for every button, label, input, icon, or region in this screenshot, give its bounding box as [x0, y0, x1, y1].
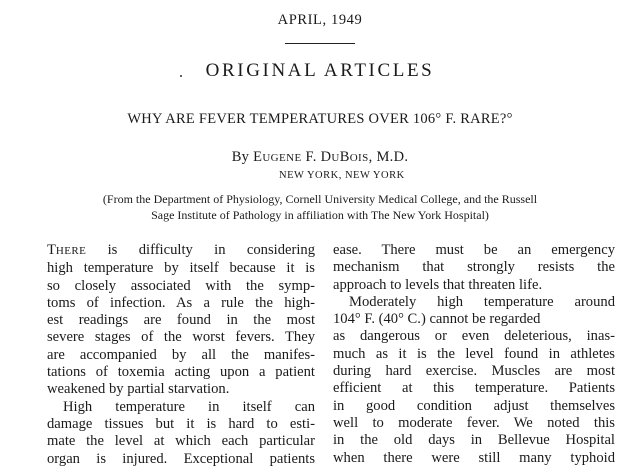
affiliation-line-2: Sage Institute of Pathology in affiliation with The New York Hospital) [151, 207, 489, 222]
author-first-rest: UGENE [262, 152, 302, 164]
body-line: efficient at this temperature. Patients [333, 380, 615, 397]
author-last-part: U [331, 152, 340, 164]
dropcap-smallcaps: HERE [55, 245, 87, 257]
body-line: severe stages of the worst fevers. They [47, 329, 315, 346]
body-line [47, 242, 315, 260]
author-middle: F. [301, 149, 321, 165]
body-line: tations of toxemia acting upon a patient [47, 364, 315, 381]
dropcap-letter: T [47, 242, 56, 258]
body-line: mate the level at which each particular [47, 433, 315, 450]
body-line: well to moderate fever. We noted this [333, 414, 615, 431]
body-line: weakened by partial starvation. [47, 381, 230, 398]
issue-date: APRIL, 1949 [277, 12, 363, 28]
article-title: WHY ARE FEVER TEMPERATURES OVER 106° F. RARE?° [127, 111, 513, 127]
author-degree: , M.D. [368, 149, 409, 165]
affiliation-line-1: (From the Department of Physiology, Cornell University Medical College, and the Russell [102, 192, 538, 206]
body-line: organ is injured. Exceptional patients [47, 450, 315, 467]
body-line: as dangerous or even deleterious, inas- [333, 328, 615, 345]
body-line: when there were still many typhoid [333, 449, 615, 466]
author-byline [0, 149, 640, 166]
body-line: high temperature by itself because it is [47, 260, 315, 277]
body-line: 104° F. (40° C.) cannot be regarded [333, 311, 541, 328]
body-line-text: is difficulty in considering [86, 242, 315, 258]
body-line: Moderately high temperature around [349, 293, 615, 310]
byline-prefix: By [231, 149, 254, 165]
section-heading: ORIGINAL ARTICLES [205, 60, 435, 81]
body-line: much as it is the level found in athletes [333, 345, 615, 362]
body-line: est readings are found in the most [47, 312, 315, 329]
author-last-tail: B [339, 149, 350, 165]
body-line: during hard exercise. Muscles are most [333, 363, 615, 380]
body-line: ease. There must be an emergency [333, 242, 615, 258]
body-line: toms of infection. As a rule the high- [47, 294, 315, 311]
body-column-right [333, 242, 615, 467]
affiliation-note [0, 192, 640, 223]
body-line: in the old days in Bellevue Hospital [333, 432, 615, 449]
body-line: approach to levels that threaten life. [333, 276, 543, 293]
body-column-left [47, 242, 315, 468]
author-last-initial: D [320, 149, 332, 165]
author-first-initial: E [253, 149, 263, 165]
body-line: mechanism that strongly resists the [333, 259, 615, 276]
body-line: damage tissues but it is hard to esti- [47, 415, 315, 432]
body-line: in good condition adjust themselves [333, 397, 615, 414]
header-rule [285, 43, 355, 44]
author-last-end: OIS [349, 152, 369, 164]
body-line: are accompanied by all the manifes- [47, 346, 315, 363]
body-line: so closely associated with the symp- [47, 277, 315, 294]
body-line: High temperature in itself can [63, 398, 315, 415]
author-location: NEW YORK, NEW YORK [279, 170, 405, 181]
